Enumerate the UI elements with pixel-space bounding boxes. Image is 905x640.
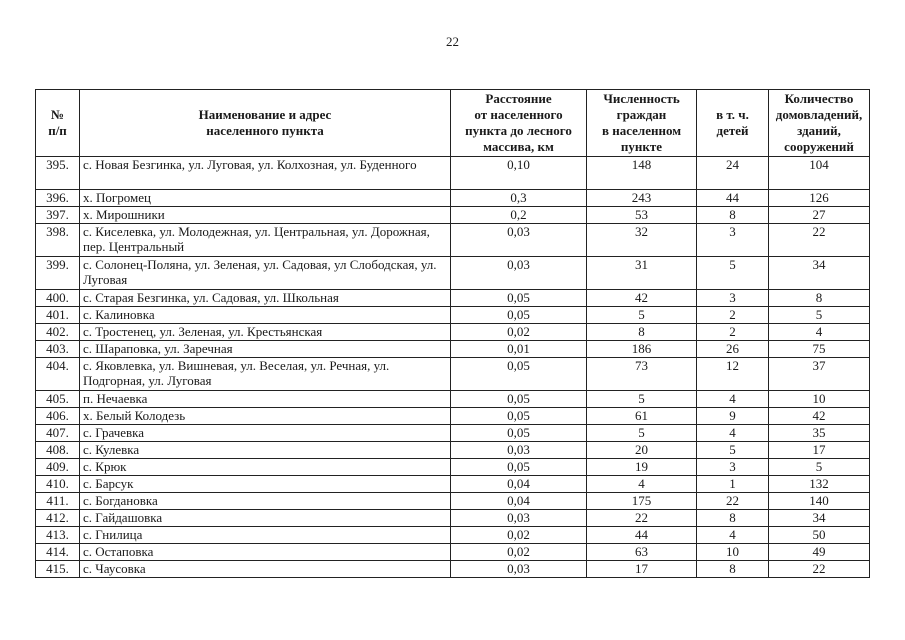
children-value: 9 bbox=[697, 408, 769, 425]
table-row bbox=[36, 324, 870, 341]
row-number: 404. bbox=[36, 358, 80, 391]
population-value: 20 bbox=[587, 442, 697, 459]
row-number: 402. bbox=[36, 324, 80, 341]
row-number: 400. bbox=[36, 290, 80, 307]
buildings-value: 75 bbox=[769, 341, 870, 358]
population-value: 175 bbox=[587, 493, 697, 510]
distance-value: 0,05 bbox=[451, 307, 587, 324]
population-value: 186 bbox=[587, 341, 697, 358]
buildings-value: 8 bbox=[769, 290, 870, 307]
table-row bbox=[36, 257, 870, 290]
settlement-name: с. Остаповка bbox=[80, 544, 451, 561]
distance-value: 0,05 bbox=[451, 425, 587, 442]
children-value: 8 bbox=[697, 561, 769, 578]
children-value: 1 bbox=[697, 476, 769, 493]
table-header-row bbox=[36, 90, 870, 157]
buildings-value: 37 bbox=[769, 358, 870, 391]
table-row bbox=[36, 341, 870, 358]
buildings-value: 140 bbox=[769, 493, 870, 510]
settlement-name: с. Чаусовка bbox=[80, 561, 451, 578]
row-number: 412. bbox=[36, 510, 80, 527]
table-row bbox=[36, 425, 870, 442]
buildings-value: 42 bbox=[769, 408, 870, 425]
population-value: 31 bbox=[587, 257, 697, 290]
settlement-name: х. Погромец bbox=[80, 190, 451, 207]
settlements-table bbox=[35, 89, 870, 578]
children-value: 8 bbox=[697, 510, 769, 527]
header-buildings: Количество домовладений, зданий, сооружений bbox=[769, 90, 870, 157]
row-number: 398. bbox=[36, 224, 80, 257]
children-value: 3 bbox=[697, 459, 769, 476]
table-row bbox=[36, 493, 870, 510]
buildings-value: 49 bbox=[769, 544, 870, 561]
table-row bbox=[36, 358, 870, 391]
children-value: 5 bbox=[697, 257, 769, 290]
population-value: 243 bbox=[587, 190, 697, 207]
distance-value: 0,2 bbox=[451, 207, 587, 224]
settlement-name: с. Гнилица bbox=[80, 527, 451, 544]
settlement-name: с. Старая Безгинка, ул. Садовая, ул. Школьная bbox=[80, 290, 451, 307]
population-value: 5 bbox=[587, 391, 697, 408]
children-value: 22 bbox=[697, 493, 769, 510]
children-value: 4 bbox=[697, 391, 769, 408]
settlement-name: с. Яковлевка, ул. Вишневая, ул. Веселая, ул. Речная, ул. Подгорная, ул. Луговая bbox=[80, 358, 451, 391]
population-value: 53 bbox=[587, 207, 697, 224]
distance-value: 0,03 bbox=[451, 510, 587, 527]
table-row bbox=[36, 391, 870, 408]
table-row bbox=[36, 307, 870, 324]
distance-value: 0,04 bbox=[451, 476, 587, 493]
population-value: 8 bbox=[587, 324, 697, 341]
table-row bbox=[36, 190, 870, 207]
row-number: 396. bbox=[36, 190, 80, 207]
table-row bbox=[36, 476, 870, 493]
buildings-value: 34 bbox=[769, 510, 870, 527]
buildings-value: 17 bbox=[769, 442, 870, 459]
distance-value: 0,02 bbox=[451, 544, 587, 561]
row-number: 411. bbox=[36, 493, 80, 510]
children-value: 26 bbox=[697, 341, 769, 358]
row-number: 397. bbox=[36, 207, 80, 224]
population-value: 32 bbox=[587, 224, 697, 257]
children-value: 8 bbox=[697, 207, 769, 224]
distance-value: 0,05 bbox=[451, 408, 587, 425]
header-name: Наименование и адрес населенного пункта bbox=[80, 90, 451, 157]
header-num: № п/п bbox=[36, 90, 80, 157]
distance-value: 0,04 bbox=[451, 493, 587, 510]
children-value: 2 bbox=[697, 324, 769, 341]
row-number: 409. bbox=[36, 459, 80, 476]
distance-value: 0,01 bbox=[451, 341, 587, 358]
table-row bbox=[36, 527, 870, 544]
row-number: 395. bbox=[36, 157, 80, 190]
population-value: 4 bbox=[587, 476, 697, 493]
row-number: 403. bbox=[36, 341, 80, 358]
children-value: 3 bbox=[697, 290, 769, 307]
population-value: 44 bbox=[587, 527, 697, 544]
distance-value: 0,05 bbox=[451, 459, 587, 476]
buildings-value: 22 bbox=[769, 224, 870, 257]
table-row bbox=[36, 561, 870, 578]
children-value: 5 bbox=[697, 442, 769, 459]
distance-value: 0,3 bbox=[451, 190, 587, 207]
distance-value: 0,10 bbox=[451, 157, 587, 190]
buildings-value: 132 bbox=[769, 476, 870, 493]
row-number: 401. bbox=[36, 307, 80, 324]
header-children: в т. ч. детей bbox=[697, 90, 769, 157]
population-value: 73 bbox=[587, 358, 697, 391]
settlement-name: с. Новая Безгинка, ул. Луговая, ул. Колхозная, ул. Буденного bbox=[80, 157, 451, 190]
population-value: 5 bbox=[587, 425, 697, 442]
settlement-name: с. Барсук bbox=[80, 476, 451, 493]
row-number: 415. bbox=[36, 561, 80, 578]
settlement-name: с. Гайдашовка bbox=[80, 510, 451, 527]
distance-value: 0,05 bbox=[451, 358, 587, 391]
distance-value: 0,03 bbox=[451, 561, 587, 578]
children-value: 4 bbox=[697, 527, 769, 544]
settlement-name: с. Калиновка bbox=[80, 307, 451, 324]
buildings-value: 5 bbox=[769, 459, 870, 476]
buildings-value: 50 bbox=[769, 527, 870, 544]
table-row bbox=[36, 442, 870, 459]
distance-value: 0,02 bbox=[451, 527, 587, 544]
population-value: 42 bbox=[587, 290, 697, 307]
settlement-name: х. Белый Колодезь bbox=[80, 408, 451, 425]
table-row bbox=[36, 510, 870, 527]
settlement-name: с. Тростенец, ул. Зеленая, ул. Крестьянская bbox=[80, 324, 451, 341]
row-number: 406. bbox=[36, 408, 80, 425]
row-number: 405. bbox=[36, 391, 80, 408]
population-value: 61 bbox=[587, 408, 697, 425]
page-number: 22 bbox=[446, 34, 459, 49]
settlement-name: с. Солонец-Поляна, ул. Зеленая, ул. Садовая, ул Слободская, ул. Луговая bbox=[80, 257, 451, 290]
distance-value: 0,05 bbox=[451, 290, 587, 307]
settlement-name: с. Кулевка bbox=[80, 442, 451, 459]
row-number: 414. bbox=[36, 544, 80, 561]
distance-value: 0,03 bbox=[451, 442, 587, 459]
children-value: 2 bbox=[697, 307, 769, 324]
row-number: 413. bbox=[36, 527, 80, 544]
distance-value: 0,05 bbox=[451, 391, 587, 408]
buildings-value: 22 bbox=[769, 561, 870, 578]
children-value: 44 bbox=[697, 190, 769, 207]
table-row bbox=[36, 207, 870, 224]
buildings-value: 5 bbox=[769, 307, 870, 324]
settlement-name: с. Киселевка, ул. Молодежная, ул. Центральная, ул. Дорожная, пер. Центральный bbox=[80, 224, 451, 257]
buildings-value: 10 bbox=[769, 391, 870, 408]
settlement-name: х. Мирошники bbox=[80, 207, 451, 224]
table-row bbox=[36, 290, 870, 307]
settlement-name: с. Грачевка bbox=[80, 425, 451, 442]
row-number: 399. bbox=[36, 257, 80, 290]
buildings-value: 35 bbox=[769, 425, 870, 442]
population-value: 148 bbox=[587, 157, 697, 190]
table-row bbox=[36, 157, 870, 190]
children-value: 4 bbox=[697, 425, 769, 442]
children-value: 12 bbox=[697, 358, 769, 391]
table-row bbox=[36, 224, 870, 257]
children-value: 3 bbox=[697, 224, 769, 257]
population-value: 22 bbox=[587, 510, 697, 527]
children-value: 24 bbox=[697, 157, 769, 190]
header-population: Численность граждан в населенном пункте bbox=[587, 90, 697, 157]
buildings-value: 4 bbox=[769, 324, 870, 341]
settlement-name: с. Шараповка, ул. Заречная bbox=[80, 341, 451, 358]
distance-value: 0,03 bbox=[451, 257, 587, 290]
distance-value: 0,03 bbox=[451, 224, 587, 257]
population-value: 19 bbox=[587, 459, 697, 476]
population-value: 5 bbox=[587, 307, 697, 324]
settlement-name: с. Крюк bbox=[80, 459, 451, 476]
header-distance: Расстояние от населенного пункта до лесного массива, км bbox=[451, 90, 587, 157]
buildings-value: 104 bbox=[769, 157, 870, 190]
table-row bbox=[36, 459, 870, 476]
buildings-value: 34 bbox=[769, 257, 870, 290]
row-number: 410. bbox=[36, 476, 80, 493]
row-number: 408. bbox=[36, 442, 80, 459]
settlement-name: п. Нечаевка bbox=[80, 391, 451, 408]
children-value: 10 bbox=[697, 544, 769, 561]
table-row bbox=[36, 408, 870, 425]
settlement-name: с. Богдановка bbox=[80, 493, 451, 510]
table-body bbox=[36, 157, 870, 578]
buildings-value: 126 bbox=[769, 190, 870, 207]
population-value: 17 bbox=[587, 561, 697, 578]
table-row bbox=[36, 544, 870, 561]
buildings-value: 27 bbox=[769, 207, 870, 224]
population-value: 63 bbox=[587, 544, 697, 561]
distance-value: 0,02 bbox=[451, 324, 587, 341]
row-number: 407. bbox=[36, 425, 80, 442]
